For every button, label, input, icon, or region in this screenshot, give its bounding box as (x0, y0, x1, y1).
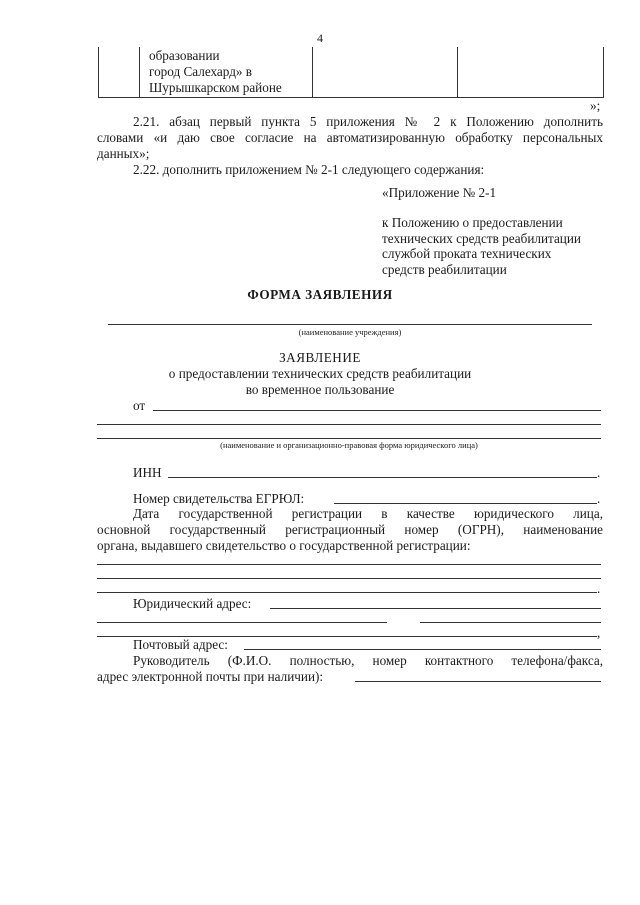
appendix-title: «Приложение № 2-1 (382, 185, 497, 200)
line-end: . (597, 465, 601, 480)
from-line-2 (97, 424, 601, 425)
continuation-table (98, 47, 604, 98)
postal-address-line (244, 649, 601, 650)
table-column-divider (139, 47, 140, 97)
egrul-line (334, 503, 597, 504)
form-heading: ФОРМА ЗАЯВЛЕНИЯ (247, 287, 393, 302)
item-2-21: 2.21. абзац первый пункта 5 приложения № 2 к Положению дополнить словами «и даю свое согласие на автоматизированную обработку персональных данных»; (97, 114, 603, 161)
egrul-label: Номер свидетельства ЕГРЮЛ: (133, 491, 305, 506)
table-column-divider (312, 47, 313, 97)
institution-line (108, 324, 592, 325)
item-2-22: 2.22. дополнить приложением № 2-1 следующего содержания: (133, 162, 485, 177)
inn-line (168, 477, 597, 478)
registration-line-2 (97, 578, 601, 579)
closing-quote: »; (590, 98, 601, 113)
legal-address-line-2a (97, 622, 387, 623)
statement-subtitle: о предоставлении технических средств реабилитации (168, 366, 472, 381)
table-column-divider (457, 47, 458, 97)
legal-address-line (270, 608, 601, 609)
registration-line-3 (97, 592, 597, 593)
from-line (153, 410, 601, 411)
line-end: , (597, 625, 601, 640)
from-line-3 (97, 438, 601, 439)
statement-subtitle: во временное пользование (245, 382, 395, 397)
line-end: . (597, 491, 601, 506)
head-line (355, 681, 601, 682)
registration-text: Дата государственной регистрации в качестве юридического лица, основной государственный регистрационный номер (ОГРН), наименование органа, выдавшего свидетельство о государственной регистрации: (97, 506, 603, 553)
statement-title: ЗАЯВЛЕНИЕ (279, 350, 361, 365)
legal-address-label: Юридический адрес: (133, 596, 252, 611)
page-number: 4 (317, 31, 323, 45)
postal-address-label: Почтовый адрес: (133, 637, 228, 652)
head-text: Руководитель (Ф.И.О. полностью, номер контактного телефона/факса, адрес электронной почты при наличии): (97, 653, 603, 684)
from-label: от (133, 398, 146, 413)
table-cell: образовании город Салехард» в Шурышкарском районе (149, 48, 282, 95)
institution-caption: (наименование учреждения) (298, 327, 402, 337)
entity-caption: (наименование и организационно-правовая форма юридического лица) (220, 440, 478, 450)
line-end: . (597, 581, 601, 596)
inn-label: ИНН (133, 465, 162, 480)
registration-line-1 (97, 564, 601, 565)
legal-address-line-2b (420, 622, 601, 623)
appendix-block: к Положению о предоставлении технических средств реабилитации службой проката технических средств реабилитации (382, 215, 581, 277)
